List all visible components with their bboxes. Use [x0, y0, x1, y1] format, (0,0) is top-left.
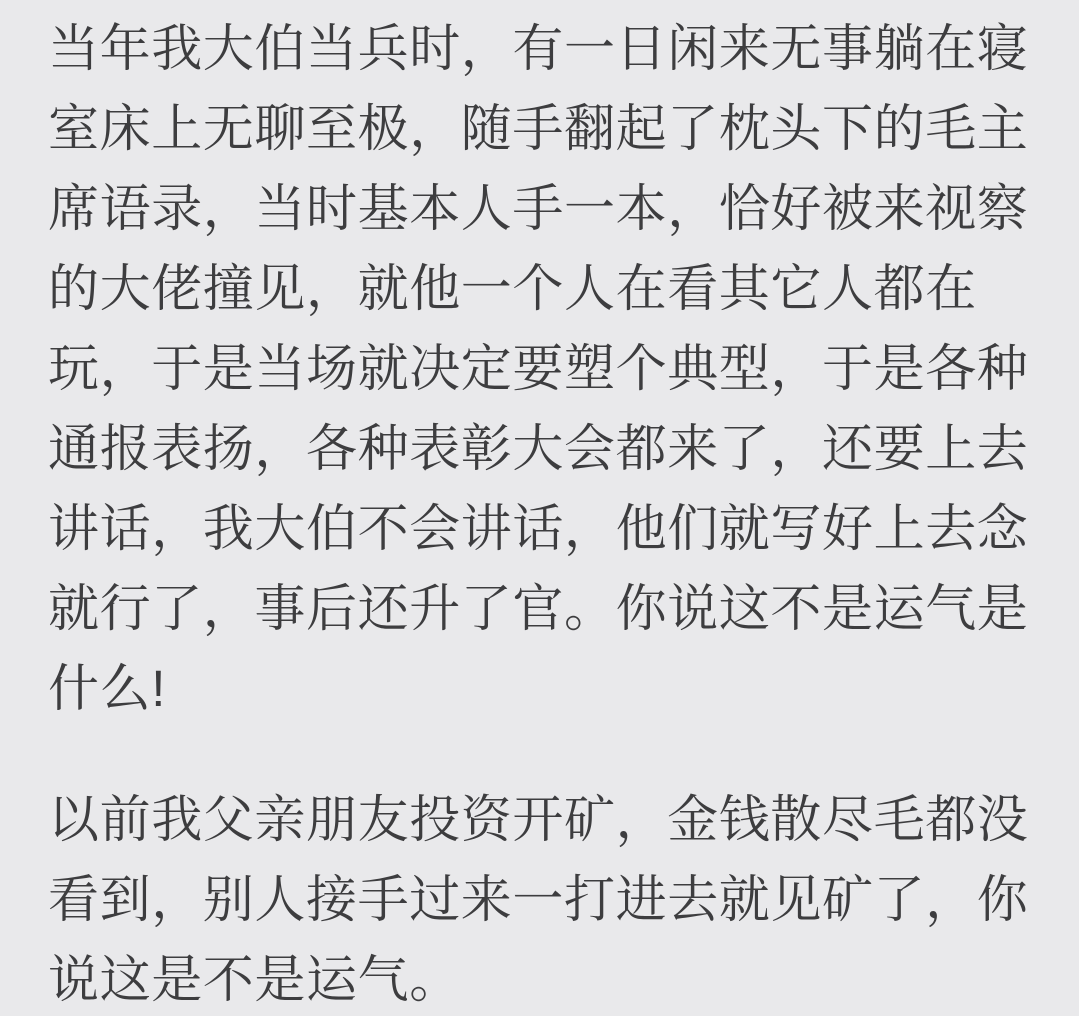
text-line: 的大佬撞见，就他一个人在看其它人都在 — [48, 260, 977, 317]
text-line: 说这是不是运气。 — [48, 951, 461, 1008]
text-line: 就行了，事后还升了官。你说这不是运气是 — [48, 580, 1029, 637]
text-line: 以前我父亲朋友投资开矿，金钱散尽毛都没 — [48, 791, 1029, 848]
text-line: 室床上无聊至极，随手翻起了枕头下的毛主 — [48, 100, 1029, 157]
text-line: 什么! — [48, 660, 166, 717]
text-line: 当年我大伯当兵时，有一日闲来无事躺在寝 — [48, 20, 1029, 77]
text-line: 玩，于是当场就决定要塑个典型，于是各种 — [48, 340, 1029, 397]
text-line: 通报表扬，各种表彰大会都来了，还要上去 — [48, 420, 1029, 477]
paragraph-story-father-friend — [48, 780, 1033, 1016]
text-line: 看到，别人接手过来一打进去就见矿了，你 — [48, 871, 1029, 928]
paragraph-story-uncle — [48, 9, 1033, 729]
text-line: 讲话，我大伯不会讲话，他们就写好上去念 — [48, 500, 1029, 557]
text-line: 席语录，当时基本人手一本，恰好被来视察 — [48, 180, 1029, 237]
